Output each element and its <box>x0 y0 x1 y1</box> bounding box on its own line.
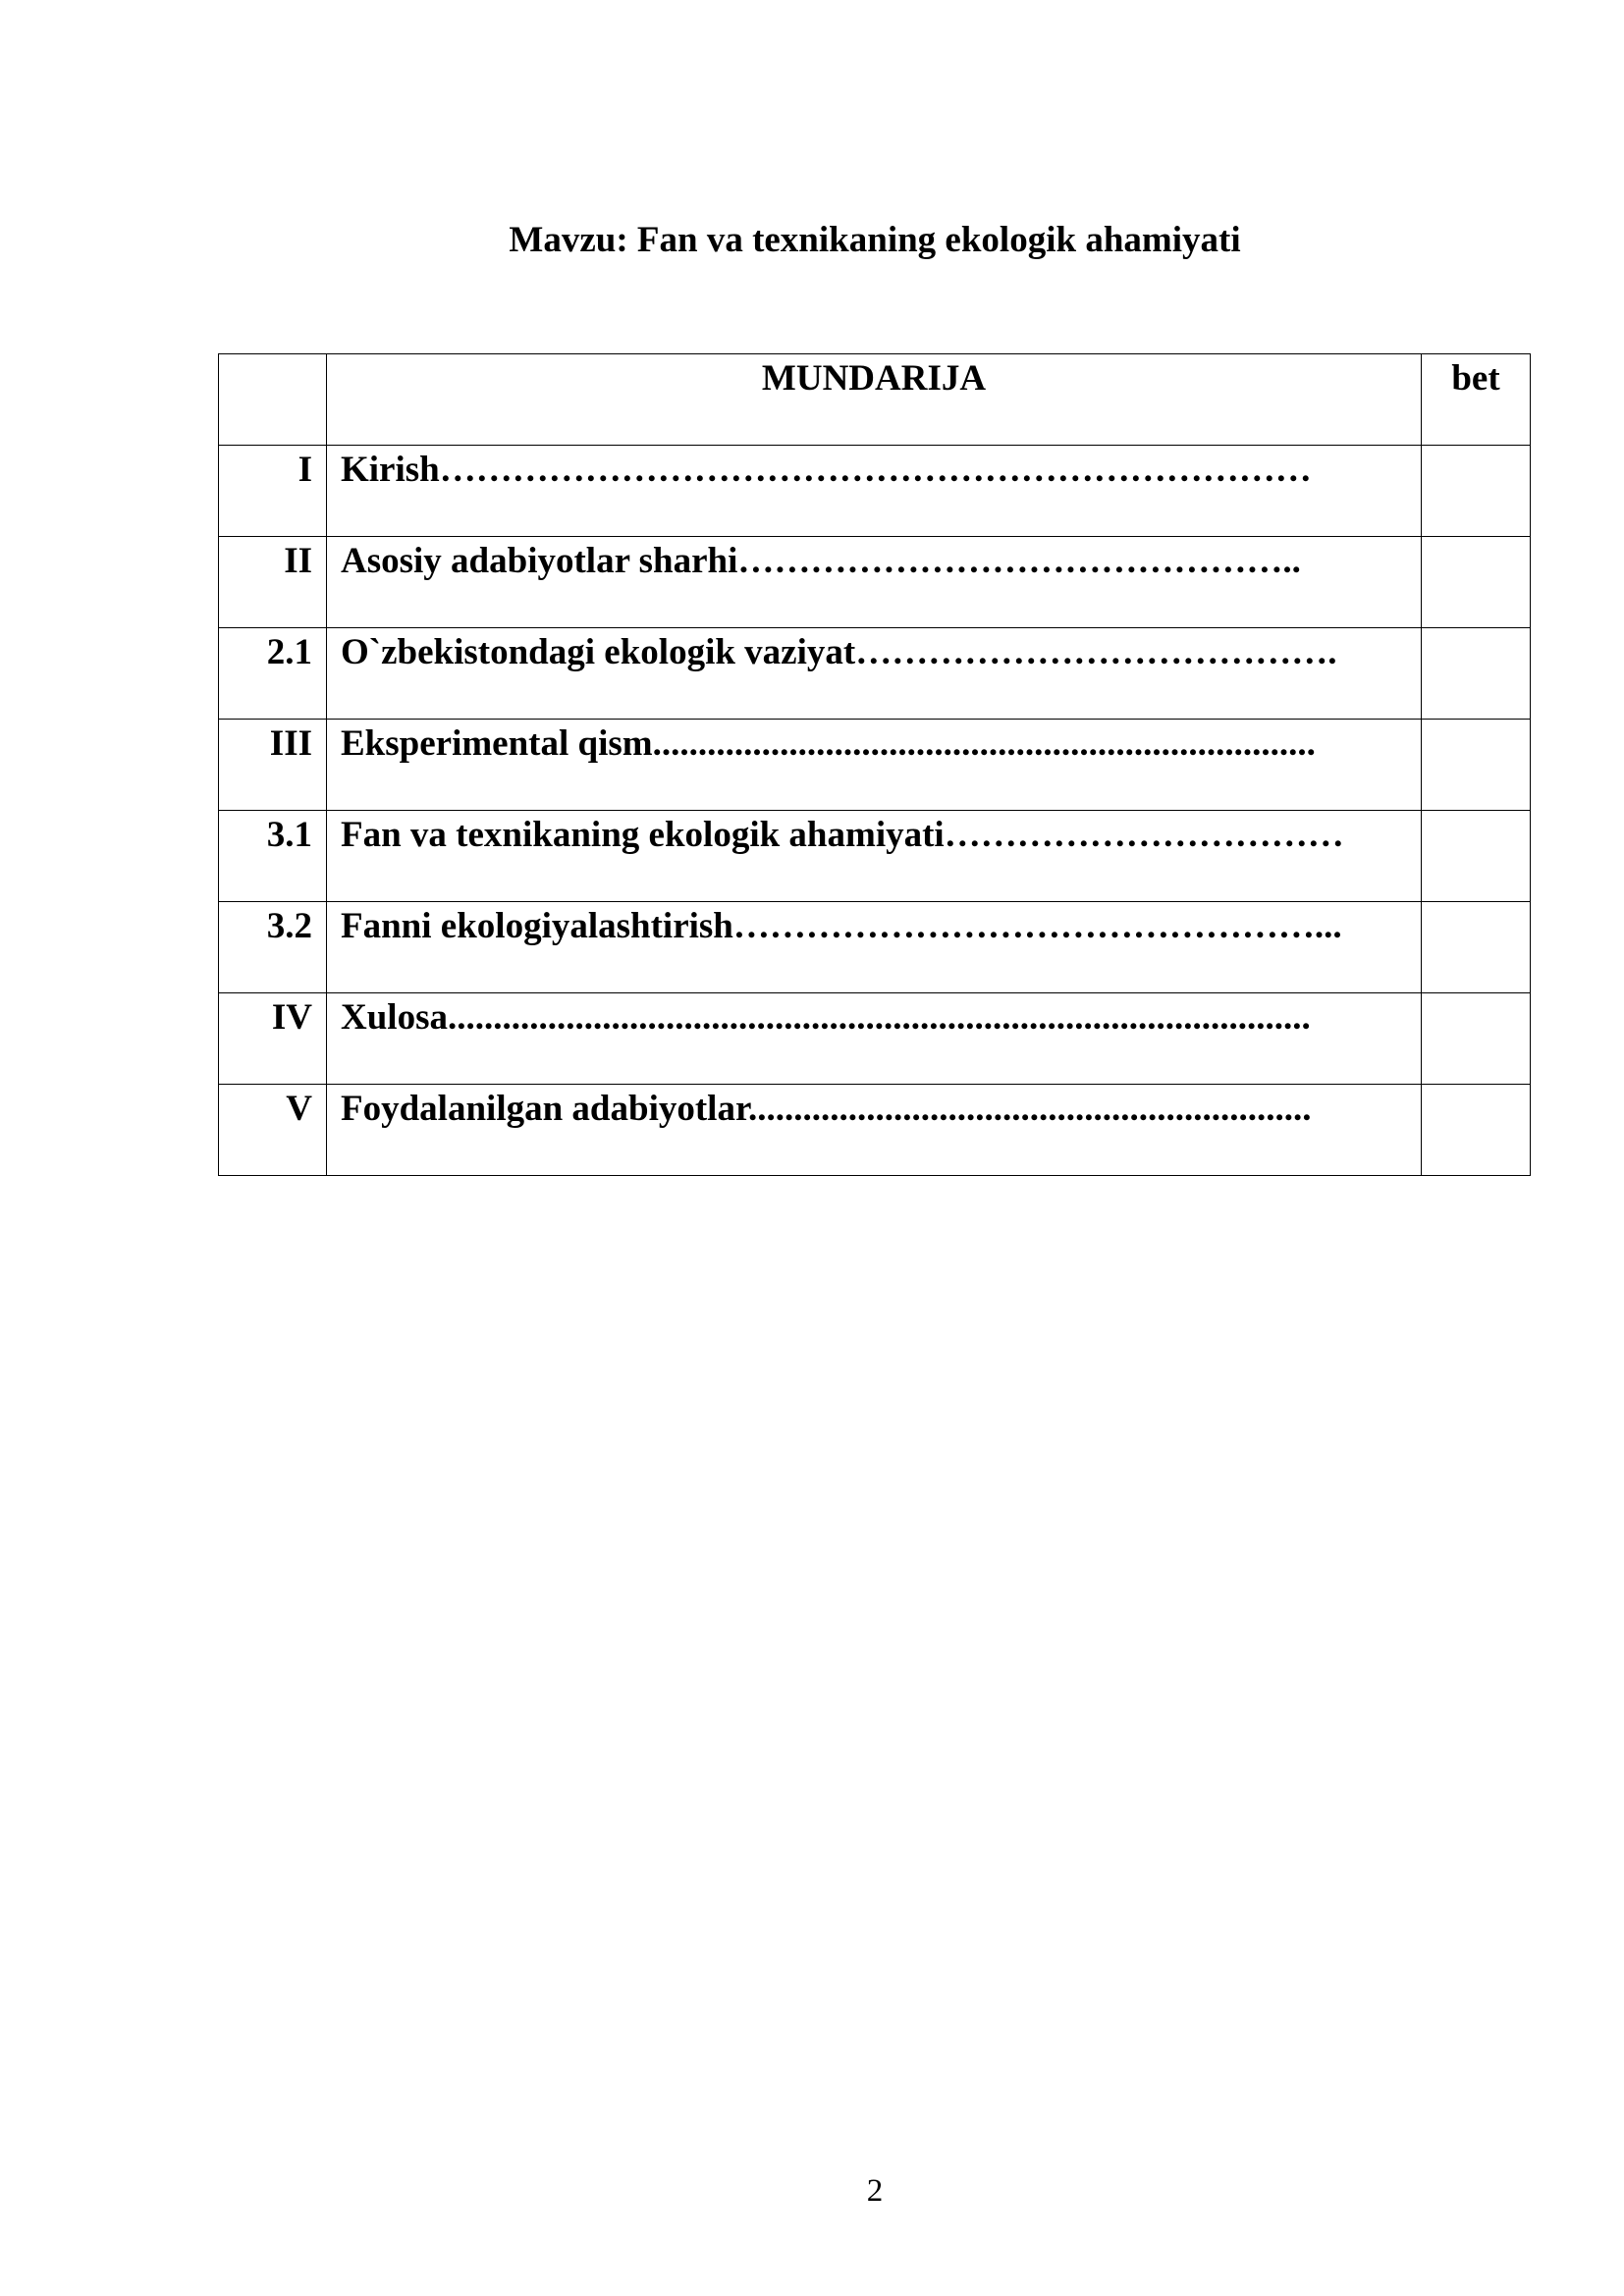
toc-row <box>219 537 1531 628</box>
toc-row-num: 3.1 <box>219 811 327 902</box>
toc-header-title: MUNDARIJA <box>327 354 1422 446</box>
toc-row-title: Xulosa............................................................................................... <box>327 993 1422 1085</box>
toc-row-page <box>1422 720 1531 811</box>
toc-row-num: II <box>219 537 327 628</box>
toc-row <box>219 811 1531 902</box>
toc-row-num: 3.2 <box>219 902 327 993</box>
toc-row-title: Eksperimental qism......................................................................... <box>327 720 1422 811</box>
toc-row-num: III <box>219 720 327 811</box>
toc-row-title: O`zbekistondagi ekologik vaziyat…………………………………. <box>327 628 1422 720</box>
toc-row-title: Foydalanilgan adabiyotlar.............................................................. <box>327 1085 1422 1176</box>
toc-row-num: IV <box>219 993 327 1085</box>
toc-row-page <box>1422 537 1531 628</box>
toc-header-page: bet <box>1422 354 1531 446</box>
toc-row <box>219 1085 1531 1176</box>
toc-row <box>219 720 1531 811</box>
toc-row-title: Asosiy adabiyotlar sharhi……………………………………….. <box>327 537 1422 628</box>
toc-row-title: Kirish……………………………………………………………… <box>327 446 1422 537</box>
toc-row <box>219 446 1531 537</box>
toc-row-page <box>1422 1085 1531 1176</box>
toc-row-num: 2.1 <box>219 628 327 720</box>
page-number: 2 <box>866 2173 884 2209</box>
toc-header-num <box>219 354 327 446</box>
toc-row-page <box>1422 628 1531 720</box>
toc-row-page <box>1422 902 1531 993</box>
toc-row-num: I <box>219 446 327 537</box>
page-title: Mavzu: Fan va texnikaning ekologik ahamiyati <box>509 220 1241 260</box>
toc-header-row <box>219 354 1531 446</box>
toc-row-page <box>1422 993 1531 1085</box>
toc-row-title: Fanni ekologiyalashtirish…………………………………………... <box>327 902 1422 993</box>
toc-row-page <box>1422 446 1531 537</box>
toc-row <box>219 628 1531 720</box>
toc-row-title: Fan va texnikaning ekologik ahamiyati…………………………… <box>327 811 1422 902</box>
toc-row <box>219 902 1531 993</box>
table-of-contents <box>218 353 1531 1176</box>
toc-row-num: V <box>219 1085 327 1176</box>
toc-row <box>219 993 1531 1085</box>
toc-row-page <box>1422 811 1531 902</box>
